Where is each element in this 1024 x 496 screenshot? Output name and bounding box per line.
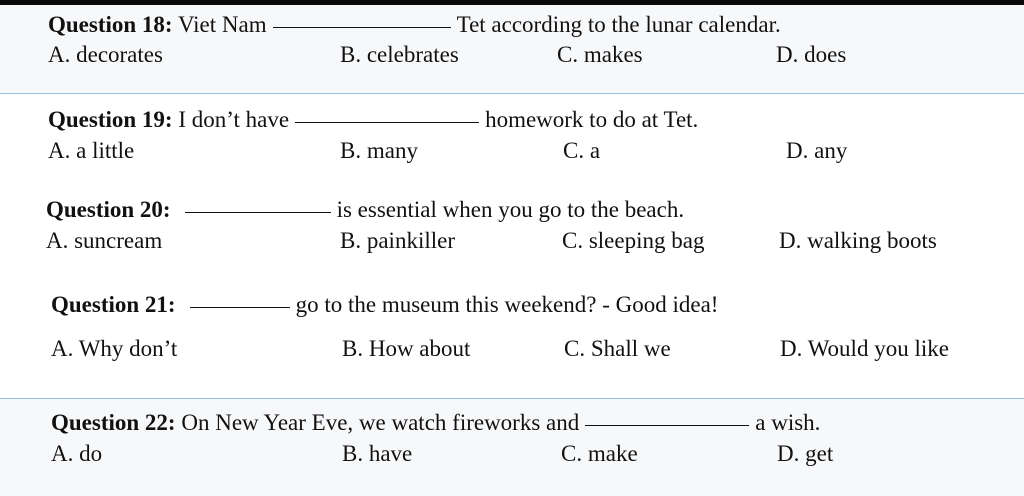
stem-text: is essential when you go to the beach.: [336, 197, 685, 222]
question-label: Question 22:: [51, 410, 176, 435]
section-divider: [0, 398, 1024, 399]
answer-blank: [273, 26, 451, 28]
option-b: B. many: [340, 138, 418, 163]
option-d: D. walking boots: [779, 228, 937, 253]
question-label: Question 18:: [48, 12, 173, 37]
option-a: A. suncream: [46, 228, 163, 253]
option-a: A. decorates: [48, 42, 163, 67]
question-21-stem: [51, 292, 718, 318]
question-label: Question 21:: [51, 292, 176, 317]
option-d: D. Would you like: [780, 336, 949, 361]
answer-blank: [295, 121, 479, 123]
question-label: Question 19:: [48, 107, 173, 132]
answer-blank: [185, 211, 331, 213]
option-b: B. have: [342, 441, 413, 466]
question-20-stem: [46, 197, 684, 223]
option-c: C. Shall we: [564, 336, 671, 361]
option-c: C. makes: [557, 42, 643, 67]
stem-text: homework to do at Tet.: [485, 107, 699, 132]
option-b: B. celebrates: [340, 42, 459, 67]
question-22-stem: [51, 410, 820, 436]
option-d: D. any: [786, 138, 848, 163]
option-d: D. does: [776, 42, 847, 67]
section-divider: [0, 93, 1024, 94]
option-a: A. Why don’t: [51, 336, 178, 361]
option-c: C. sleeping bag: [562, 228, 705, 253]
option-d: D. get: [777, 441, 834, 466]
question-18-stem: [48, 12, 781, 38]
answer-blank: [190, 306, 290, 308]
option-b: B. painkiller: [340, 228, 455, 253]
stem-text: Tet according to the lunar calendar.: [456, 12, 781, 37]
stem-text: go to the museum this weekend? - Good idea!: [295, 292, 719, 317]
question-label: Question 20:: [46, 197, 171, 222]
answer-blank: [585, 424, 749, 426]
option-c: C. a: [563, 138, 601, 163]
option-b: B. How about: [342, 336, 471, 361]
stem-text: Viet Nam: [177, 12, 267, 37]
option-a: A. do: [51, 441, 103, 466]
stem-text: On New Year Eve, we watch fireworks and: [181, 410, 580, 435]
question-19-stem: [48, 107, 698, 133]
option-a: A. a little: [48, 138, 135, 163]
stem-text: I don’t have: [178, 107, 290, 132]
stem-text: a wish.: [755, 410, 821, 435]
option-c: C. make: [561, 441, 638, 466]
